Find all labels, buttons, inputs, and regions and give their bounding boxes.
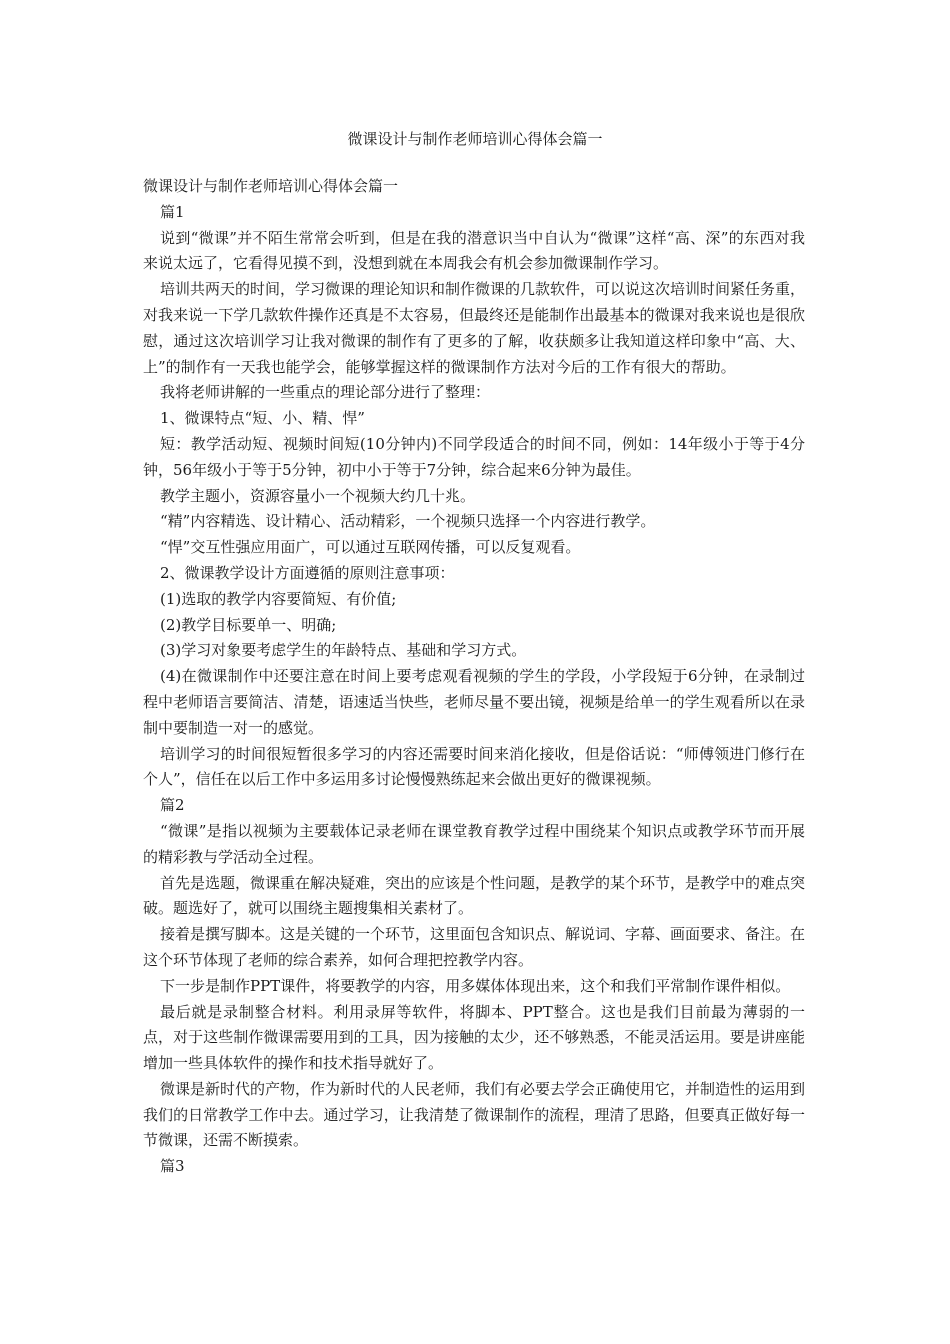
document-paragraph: 说到“微课”并不陌生常常会听到，但是在我的潜意识当中自认为“微课”这样“高、深”的东西对我来说太远了，它看得见摸不到，没想到就在本周我会有机会参加微课制作学习。 xyxy=(143,228,805,273)
document-paragraph: “悍”交互性强应用面广，可以通过互联网传播，可以反复观看。 xyxy=(160,538,581,557)
document-paragraph: 首先是选题，微课重在解决疑难，突出的应该是个性问题，是教学的某个环节，是教学中的难点突破。题选好了，就可以围绕主题搜集相关素材了。 xyxy=(143,873,806,918)
document-paragraph: 培训学习的时间很短暂很多学习的内容还需要时间来消化接收，但是俗话说：“师傅领进门修行在个人”，信任在以后工作中多运用多讨论慢慢熟练起来会做出更好的微课视频。 xyxy=(143,744,805,789)
document-paragraph: 2、微课教学设计方面遵循的原则注意事项： xyxy=(160,563,455,582)
document-body xyxy=(143,174,805,1180)
document-paragraph: (1)选取的教学内容要简短、有价值; xyxy=(160,589,397,608)
document-paragraph: 接着是撰写脚本。这是关键的一个环节，这里面包含知识点、解说词、字幕、画面要求、备注。在这个环节体现了老师的综合素养，如何合理把控教学内容。 xyxy=(143,925,806,969)
document-paragraph: (2)教学目标要单一、明确; xyxy=(160,615,337,634)
document-paragraph: 下一步是制作PPT课件，将要教学的内容，用多媒体体现出来，这个和我们平常制作课件相似。 xyxy=(160,976,791,995)
document-paragraph: 短：教学活动短、视频时间短(10分钟内)不同学段适合的时间不同，例如：14年级小于等于4分钟，56年级小于等于5分钟，初中小于等于7分钟，综合起来6分钟为最佳。 xyxy=(143,434,805,479)
document-title: 微课设计与制作老师培训心得体会篇一 xyxy=(347,130,603,148)
document-paragraph: “精”内容精选、设计精心、活动精彩，一个视频只选择一个内容进行教学。 xyxy=(160,512,656,531)
document-paragraph: 篇1 xyxy=(160,202,185,221)
document-paragraph: 教学主题小，资源容量小一个视频大约几十兆。 xyxy=(160,486,476,505)
document-paragraph: (4)在微课制作中还要注意在时间上要考虑观看视频的学生的学段，小学段短于6分钟，在录制过程中老师语言要简洁、清楚，语速适当快些，老师尽量不要出镜，视频是给单一的学生观看所以在录制中要制造一对一的感觉。 xyxy=(143,667,805,737)
document-paragraph: 微课是新时代的产物，作为新时代的人民老师，我们有必要去学会正确使用它，并制造性的运用到我们的日常教学工作中去。通过学习，让我清楚了微课制作的流程，理清了思路，但要真正做好每一节微课，还需不断摸索。 xyxy=(143,1079,806,1150)
document-paragraph: 培训共两天的时间，学习微课的理论知识和制作微课的几款软件，可以说这次培训时间紧任务重，对我来说一下学几款软件操作还真是不太容易，但最终还是能制作出最基本的微课对我来说也是很欣慰，通过这次培训学习让我对微课的制作有了更多的了解，收获颇多让我知道这样印象中“高、大、上”的制作有一天我也能学会，能够掌握这样的微课制作方法对今后的工作有很大的帮助。 xyxy=(143,280,806,376)
document-paragraph: (3)学习对象要考虑学生的年龄特点、基础和学习方式。 xyxy=(160,641,527,660)
document-paragraph: 微课设计与制作老师培训心得体会篇一 xyxy=(143,177,399,195)
document-paragraph: 最后就是录制整合材料。利用录屏等软件，将脚本、PPT整合。这也是我们目前最为薄弱的一点，对于这些制作微课需要用到的工具，因为接触的太少，还不够熟悉，不能灵活运用。要是讲座能增加一些具体软件的操作和技术指导就好了。 xyxy=(143,1002,805,1073)
document-paragraph: 篇2 xyxy=(160,796,185,815)
document-paragraph: 我将老师讲解的一些重点的理论部分进行了整理： xyxy=(160,383,491,402)
document-paragraph: 1、微课特点“短、小、精、悍” xyxy=(160,409,365,428)
document-paragraph: 篇3 xyxy=(160,1157,185,1176)
document-paragraph: “微课”是指以视频为主要载体记录老师在课堂教育教学过程中围绕某个知识点或教学环节而开展的精彩教与学活动全过程。 xyxy=(143,821,805,866)
